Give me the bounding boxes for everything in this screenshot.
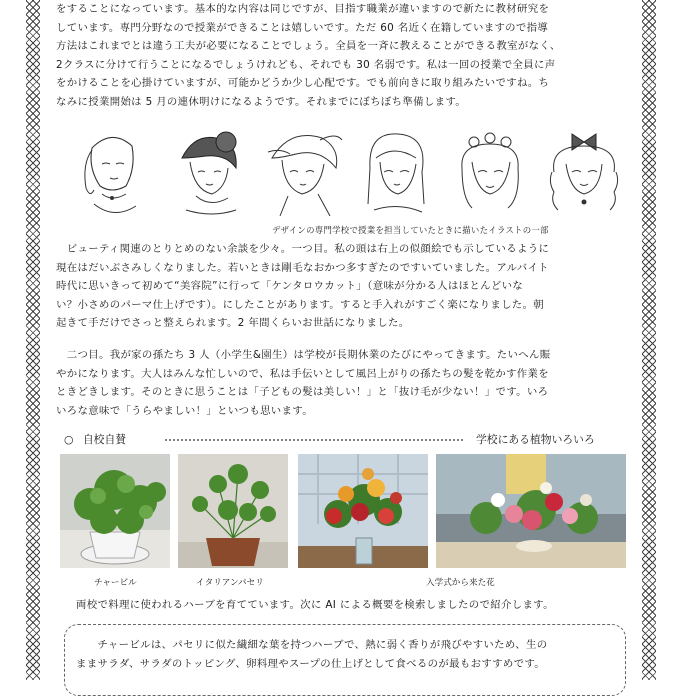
photo-flower-arrangement-1 [298,454,428,568]
text-line: 方法はこれまでとは違う工夫が必要になることでしょう。全員を一斉に教えることができる教室がなく、 [56,40,561,53]
ai-summary-text [76,636,624,673]
illustration-ponytail-girl [72,128,156,218]
text-line: をかけることを心掛けていますが、可能かどうか少し心配です。でも前向きに取り組みたいですね。ち [56,77,550,90]
text-line: ビューティ関連のとりとめのない余談を少々。一つ目。私の頭は右上の似顔絵でも示しているように [56,243,550,255]
photo-chervil [60,454,170,568]
text-line: チャービルは、パセリに似た繊細な葉を持つハーブで、熱に弱く香りが飛びやすいため、生の [76,639,548,651]
text-line: をすることになっています。基本的な内容は同じですが、目指す職業が違いますので新たに教材研究を [56,3,550,15]
text-line: しています。専門分野なので授業ができることは嬉しいです。ただ 60 名近く在籍していますので指導 [56,21,549,34]
photo-caption-chervil: チャービル [94,578,137,588]
text-line: ままサラダ、サラダのトッピング、卵料理やスープの仕上げとして食べるのが最もおすすめです。 [76,657,546,670]
section-title-right: 学校にある植物いろいろ [476,433,595,446]
section-title-left: 自校自賛 [82,433,127,446]
illustration-long-hair-girl [354,128,438,218]
photo-caption-arrangement-2: 入学式から来た花 [426,578,495,588]
text-line: 現在はだいぶさみしくなりました。若いときは剛毛なおかつ多すぎたのですいていました。アルバイト [56,261,549,274]
text-line: いろな意味で「うらやましい！」といつも思います。 [56,404,313,417]
photo-flower-arrangement-2 [436,454,626,568]
text-line: 二つ目。我が家の孫たち 3 人（小学生&園生）は学校が長期休業のたびにやってきます。たいへん賑 [56,349,551,361]
herb-intro [76,596,636,615]
text-line: 2クラスに分けて行うことになるでしょうけれども、それでも 30 名弱です。私は一回の授業で全員に声 [56,58,556,71]
illustration-flower-crown-girl [448,128,532,218]
dotted-separator [164,438,464,442]
text-line: 時代に思いきって初めて“美容院”に行って「ケンタロウカット」（意味が分かる人はほとんどいな [56,280,524,293]
text-line: い？小さめのパーマ仕上げです）。にしたことがあります。すると手入れがすごく楽になりました。朝 [56,298,545,311]
paragraph-grandchildren [56,346,630,420]
illustration-bun-hair-girl [166,128,250,218]
text-line: やかになります。大人はみんな忙しいので、私は手伝いとして風呂上がりの孫たちの髪を乾かす作業を [56,367,550,380]
illustration-windblown-girl [260,128,344,218]
section-heading [64,432,126,447]
text-line: なみに授業開始は 5 月の連休明けになるようです。それまでにぼちぼち準備します。 [56,95,467,108]
illustration-caption: デザインの専門学校で授業を担当していたときに描いたイラストの一部 [272,225,549,235]
circle-bullet-icon: ○ [64,433,74,446]
paragraph-teaching-plan [56,0,630,112]
photo-italian-parsley [178,454,288,568]
photo-caption-parsley: イタリアンパセリ [196,578,264,588]
text-line: 両校で料理に使われるハーブを育てています。次に AI による概要を検索しましたので紹介します。 [76,599,554,611]
text-line: 起きて手だけでさっと整えられます。2 年間くらいお世話になりました。 [56,317,410,330]
text-line: ときどきします。そのときに思うことは「子どもの髪は美しい！」と「抜け毛が少ない！」です。いろ [56,386,549,399]
illustrations-row [64,128,634,220]
right-decorative-border [642,0,656,680]
paragraph-beauty-anecdote [56,240,630,333]
left-decorative-border [26,0,40,680]
illustration-ribbon-curly-girl [542,128,626,218]
